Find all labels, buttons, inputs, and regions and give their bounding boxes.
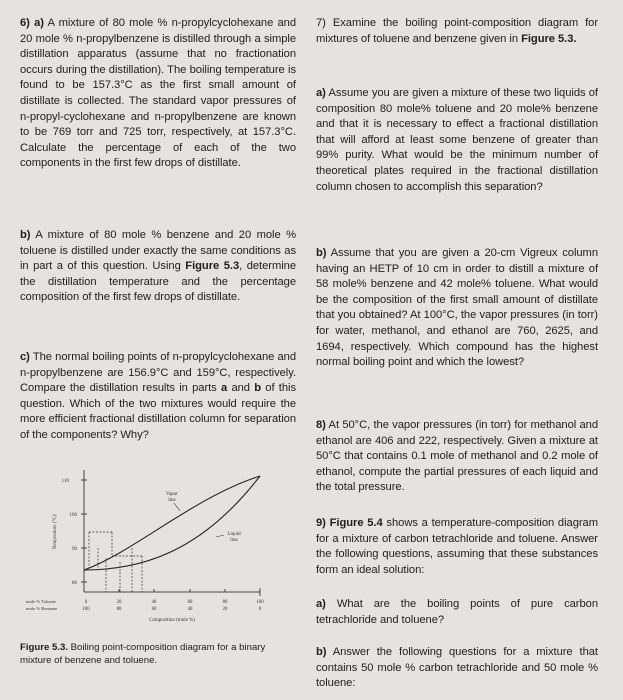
question-7-figure-ref: Figure 5.3. [521,32,577,45]
tie-lines [89,532,142,592]
question-9b-text: Answer the following questions for a mixture that contains 50 mole % carbon tetrachloride and 50 mole % toluene: [316,646,598,690]
benzene-value: 20 [222,607,228,612]
row-label-toluene: mole % Toluene [26,599,56,604]
benzene-value: 60 [151,607,157,612]
question-6c [20,350,296,444]
caption-figure-ref: Figure 5.3. [20,642,68,653]
vapor-label-2: line [168,498,176,503]
question-7b-letter: b) [316,247,327,259]
question-7-text: Examine the boiling point-composition diagram for mixtures of toluene and benzene given in [316,17,598,45]
toluene-value: 0 [84,600,88,605]
row-label-benzene: mole % Benzene [26,606,58,611]
question-7a-letter: a) [316,87,326,99]
question-9a [316,597,598,628]
question-8-text: At 50°C, the vapor pressures (in torr) for methanol and ethanol are 406 and 222, respectively. Given a mixture at 50°C that contains 0.1 mole of methanol and 0.2 mole of ethanol, compute the partial pressures of each liquid and the total pressure. [316,419,598,494]
benzene-value: 80 [116,607,122,612]
liquid-pointer [216,535,224,537]
question-6a [20,16,296,172]
benzene-value: 40 [187,607,193,612]
ytick-label-80: 80 [72,581,77,586]
question-9-text: shows a temperature-composition diagram for a mixture of carbon tetrachloride and toluene. Answer the following questions, assuming that these substances form an ideal solution: [316,517,598,576]
question-7b [316,246,598,371]
question-6c-and: and [227,382,255,395]
question-6c-letter: c) [20,351,30,363]
benzene-value: 0 [258,607,262,612]
y-axis-label: Temperature (°C) [53,514,58,550]
question-6b [20,228,296,306]
vapor-pointer [174,503,180,511]
question-6b-letter: b) [20,229,31,241]
ytick-label-100: 100 [69,513,77,518]
question-6b-text-2: , determine the distillation temperature and the percentage composition of the first few drops of distillate. [20,260,297,304]
question-9a-letter: a) [316,598,326,610]
question-6b-figure-ref: Figure 5.3 [185,260,240,273]
question-8 [316,418,598,496]
liquid-label: Liquid [227,532,241,537]
question-9-figure-ref: Figure 5.4 [325,517,383,529]
ytick-label-110: 110 [61,479,69,484]
liquid-line [84,476,260,570]
question-6c-part-a: a [221,382,228,395]
figure-5-3-diagram [24,462,286,632]
question-9 [316,516,598,578]
toluene-value: 20 [116,600,122,605]
benzene-value: 100 [82,607,90,612]
question-7-number: 7) [316,17,326,29]
toluene-value: 100 [256,600,264,605]
ytick-label-90: 90 [72,547,77,552]
benzene-values [82,607,261,612]
question-7b-text: Assume that you are given a 20-cm Vigreux column having an HETP of 10 cm in order to distill a mixture of 58 mole% benzene and 42 mole% toluene. What would be the composition of the first small amount of distillate that you obtained? At 100°C, the vapor pressures (in torr) for water, methanol, and ethanol are 760, 2625, and 1694, respectively. Which compound has the highest normal boiling point and which the lowest? [316,247,598,369]
question-6a-text: A mixture of 80 mole % n-propylcyclohexane and 20 mole % n-propylbenzene is distilled through a simple distillation apparatus (assume that no fractionation occurs during the distillation). The boiling temperature is found to be 157.3°C as the first small amount of distillate is collected. The standard vapor pressures of n-propyl-cyclohexane and n-propylbenzene are known to be 769 torr and 725 torr, respectively, at 157.3°C. Calculate the percentage of each of the two components in the first few drops of distillate. [20,17,296,170]
question-6a-number: 6) a) [20,17,44,29]
toluene-value: 80 [222,600,228,605]
question-9b-letter: b) [316,646,327,658]
question-6c-text-1: The normal boiling points of n-propylcyclohexane and n-propylbenzene are 156.9°C and 159°C, respectively. Compare the distillation results in parts [20,351,296,395]
vapor-label: Vapor [166,492,178,497]
toluene-values [85,600,264,605]
question-7a-text: Assume you are given a mixture of these two liquids of composition 80 mole% toluene and 20 mole% benzene and that it is necessary to effect a fractional distillation that will afford at least some benzene of greater than 99% purity. What would be the minimum number of theoretical plates required in the fractional distillation column chosen to accomplish this separation? [316,87,598,193]
liquid-label-2: line [230,538,238,543]
question-6c-part-b: b [254,382,262,395]
question-9a-text: What are the boiling points of pure carbon tetrachloride and toluene? [316,598,598,626]
question-6b-text-1: A mixture of 80 mole % benzene and 20 mole % toluene is distilled under exactly the same conditions as in part a of this question. Using [20,229,296,273]
question-9b [316,645,598,692]
question-6c-text-2: of this question. Which of the two mixtures would require the more efficient fractional distillation column for separation of the components? Why? [20,382,296,441]
toluene-value: 40 [151,600,157,605]
vapor-line [84,476,260,570]
x-axis-label: Composition (mole %) [149,618,195,623]
question-7a [316,86,598,195]
caption-text: Boiling point-composition diagram for a binary mixture of benzene and toluene. [20,642,266,666]
toluene-value: 60 [187,600,193,605]
question-9-number: 9) [316,517,326,529]
figure-5-3-caption [20,641,290,667]
question-7 [316,16,598,47]
question-8-number: 8) [316,419,326,431]
